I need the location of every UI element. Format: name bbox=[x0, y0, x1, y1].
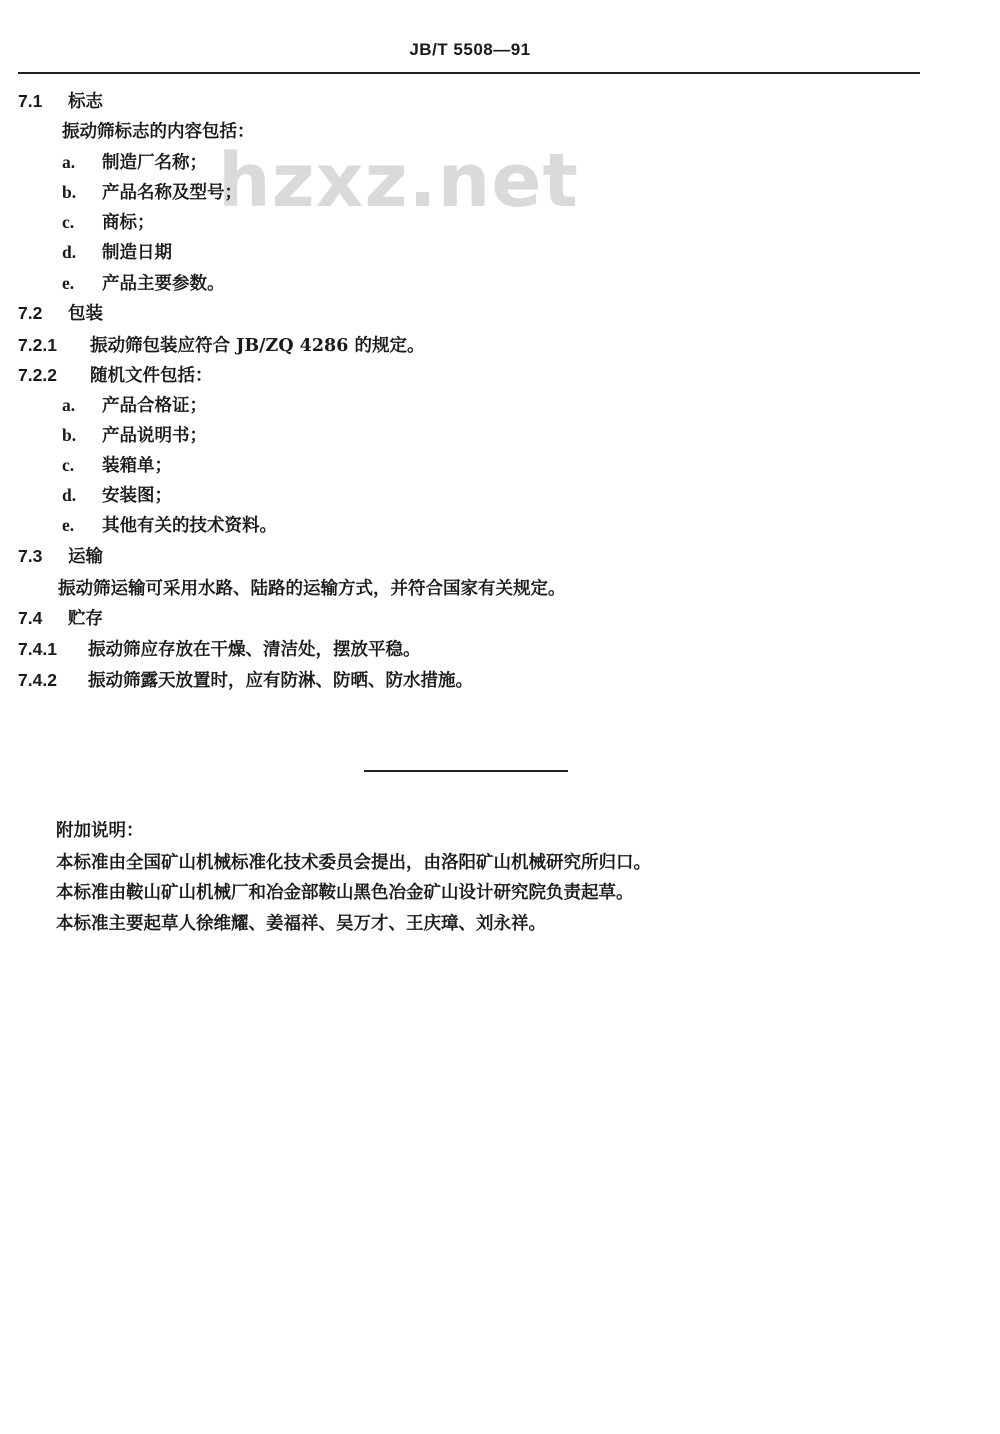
section-7-3-text: 振动筛运输可采用水路、陆路的运输方式，并符合国家有关规定。 bbox=[58, 579, 566, 599]
notes-title: 附加说明： bbox=[56, 821, 144, 841]
watermark: hzxz.net bbox=[218, 138, 579, 224]
list-item bbox=[62, 241, 172, 264]
clause-7-2-2 bbox=[18, 364, 213, 387]
item-marker: d. bbox=[62, 242, 77, 262]
section-number: 7.1 bbox=[18, 91, 43, 111]
header-rule bbox=[18, 72, 920, 74]
list-item bbox=[62, 394, 207, 417]
item-marker: e. bbox=[62, 273, 75, 293]
item-marker: a. bbox=[62, 152, 76, 172]
section-7-4-heading bbox=[18, 607, 103, 630]
clause-number: 7.4.2 bbox=[18, 670, 57, 690]
clause-text: 振动筛包装应符合 JB/ZQ 4286 的规定。 bbox=[90, 336, 425, 356]
clause-text: 随机文件包括： bbox=[90, 366, 213, 386]
section-7-1-intro: 振动筛标志的内容包括： bbox=[62, 122, 255, 142]
list-item bbox=[62, 514, 277, 537]
end-divider bbox=[364, 770, 568, 772]
item-text: 产品合格证； bbox=[102, 396, 207, 416]
item-marker: b. bbox=[62, 182, 77, 202]
clause-number: 7.2.2 bbox=[18, 365, 57, 385]
section-number: 7.4 bbox=[18, 608, 43, 628]
list-item bbox=[62, 181, 242, 204]
item-text: 产品名称及型号； bbox=[102, 183, 242, 203]
section-number: 7.2 bbox=[18, 303, 43, 323]
item-text: 制造日期 bbox=[102, 243, 172, 263]
section-7-1-heading bbox=[18, 90, 103, 113]
list-item bbox=[62, 484, 172, 507]
item-marker: b. bbox=[62, 425, 77, 445]
item-marker: c. bbox=[62, 212, 75, 232]
clause-7-2-1 bbox=[18, 334, 424, 357]
item-marker: c. bbox=[62, 455, 75, 475]
list-item bbox=[62, 151, 207, 174]
page-header-code: JB/T 5508—91 bbox=[409, 40, 531, 59]
item-text: 制造厂名称； bbox=[102, 153, 207, 173]
clause-number: 7.2.1 bbox=[18, 335, 57, 355]
list-item bbox=[62, 424, 207, 447]
notes-line: 本标准由全国矿山机械标准化技术委员会提出，由洛阳矿山机械研究所归口。 bbox=[56, 853, 651, 873]
item-text: 产品主要参数。 bbox=[102, 274, 225, 294]
item-text: 装箱单； bbox=[102, 456, 172, 476]
clause-text: 振动筛应存放在干燥、清洁处，摆放平稳。 bbox=[88, 640, 421, 660]
item-text: 安装图； bbox=[102, 486, 172, 506]
item-marker: e. bbox=[62, 515, 75, 535]
item-marker: d. bbox=[62, 485, 77, 505]
section-title: 包装 bbox=[68, 304, 103, 324]
notes-line: 本标准由鞍山矿山机械厂和冶金部鞍山黑色冶金矿山设计研究院负责起草。 bbox=[56, 883, 634, 903]
item-text: 其他有关的技术资料。 bbox=[102, 516, 277, 536]
item-text: 商标； bbox=[102, 213, 155, 233]
section-title: 运输 bbox=[68, 547, 103, 567]
clause-7-4-1 bbox=[18, 638, 421, 661]
clause-text: 振动筛露天放置时，应有防淋、防晒、防水措施。 bbox=[88, 671, 473, 691]
list-item bbox=[62, 454, 172, 477]
section-number: 7.3 bbox=[18, 546, 43, 566]
list-item bbox=[62, 272, 225, 295]
section-title: 贮存 bbox=[68, 609, 103, 629]
notes-line: 本标准主要起草人徐维耀、姜福祥、吴万才、王庆璋、刘永祥。 bbox=[56, 914, 546, 934]
clause-number: 7.4.1 bbox=[18, 639, 57, 659]
section-7-2-heading bbox=[18, 302, 103, 325]
item-text: 产品说明书； bbox=[102, 426, 207, 446]
list-item bbox=[62, 211, 155, 234]
item-marker: a. bbox=[62, 395, 76, 415]
clause-7-4-2 bbox=[18, 669, 473, 692]
section-title: 标志 bbox=[68, 92, 103, 112]
section-7-3-heading bbox=[18, 545, 103, 568]
